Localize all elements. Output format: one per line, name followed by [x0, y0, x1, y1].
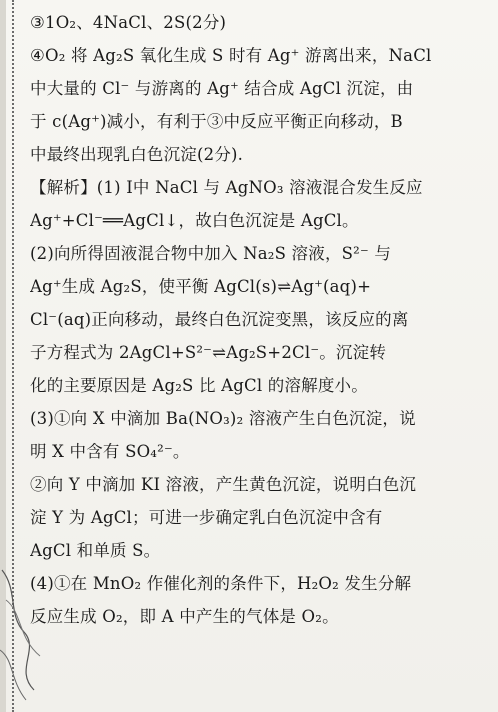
analysis-3-line-4: 淀 Y 为 AgCl；可进一步确定乳白色沉淀中含有: [30, 508, 383, 527]
solution-text: [30, 6, 490, 633]
answer-line-2: ④O₂ 将 Ag₂S 氧化生成 S 时有 Ag⁺ 游离出来，NaCl: [30, 46, 432, 65]
analysis-3-line-5: AgCl 和单质 S。: [30, 541, 161, 560]
analysis-2-line-4: 子方程式为 2AgCl+S²⁻⇌Ag₂S+2Cl⁻。沉淀转: [30, 343, 387, 362]
analysis-1-line-2: Ag⁺+Cl⁻══AgCl↓，故白色沉淀是 AgCl。: [30, 211, 359, 230]
answer-line-4: 于 c(Ag⁺)减小，有利于③中反应平衡正向移动，B: [30, 112, 403, 131]
answer-line-1: ③1O₂、4NaCl、2S(2分): [30, 13, 227, 32]
answer-line-5: 中最终出现乳白色沉淀(2分).: [30, 145, 244, 164]
pencil-doodle: [0, 560, 60, 712]
analysis-2-line-1: (2)向所得固液混合物中加入 Na₂S 溶液，S²⁻ 与: [30, 244, 392, 263]
analysis-3-line-1: (3)①向 X 中滴加 Ba(NO₃)₂ 溶液产生白色沉淀，说: [30, 409, 416, 428]
analysis-4-line-1: (4)①在 MnO₂ 作催化剂的条件下，H₂O₂ 发生分解: [30, 574, 412, 593]
analysis-2-line-2: Ag⁺生成 Ag₂S，使平衡 AgCl(s)⇌Ag⁺(aq)+: [30, 277, 372, 296]
analysis-4-line-2: 反应生成 O₂，即 A 中产生的气体是 O₂。: [30, 607, 339, 626]
analysis-3-line-2: 明 X 中含有 SO₄²⁻。: [30, 442, 190, 461]
analysis-3-line-3: ②向 Y 中滴加 KI 溶液，产生黄色沉淀，说明白色沉: [30, 475, 417, 494]
answer-line-3: 中大量的 Cl⁻ 与游离的 Ag⁺ 结合成 AgCl 沉淀，由: [30, 79, 414, 98]
analysis-2-line-3: Cl⁻(aq)正向移动，最终白色沉淀变黑，该反应的离: [30, 310, 409, 329]
analysis-2-line-5: 化的主要原因是 Ag₂S 比 AgCl 的溶解度小。: [30, 376, 368, 395]
analysis-1-line-1: 【解析】(1) Ⅰ中 NaCl 与 AgNO₃ 溶液混合发生反应: [30, 178, 423, 197]
